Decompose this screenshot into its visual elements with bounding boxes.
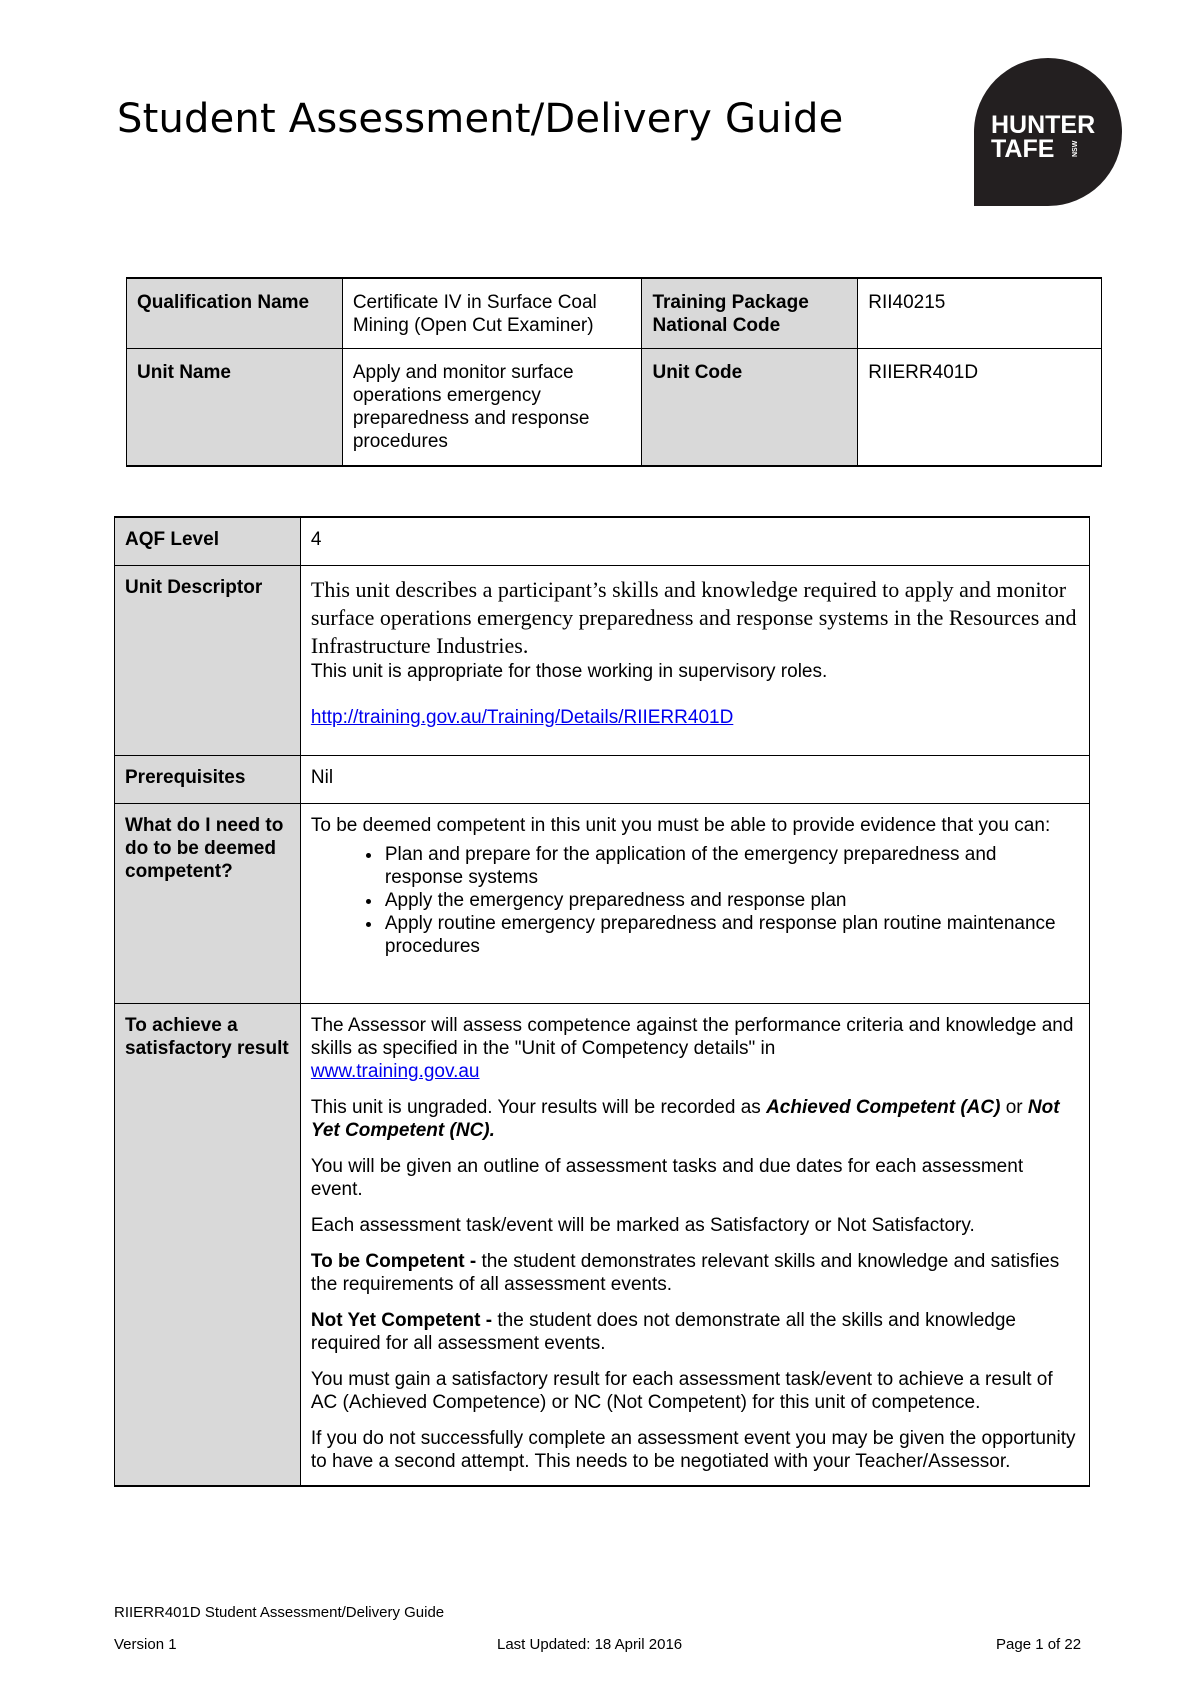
unit-code-label: Unit Code: [642, 348, 858, 466]
logo-nsw: NSW: [1072, 140, 1079, 157]
hunter-tafe-logo: [974, 58, 1122, 206]
training-package-label: Training Package National Code: [642, 278, 858, 348]
unit-descriptor-text: This unit describes a participant’s skills and knowledge required to apply and monitor surface operations emergency preparedness and response systems in the Resources and Infrastructure Industries.: [310, 576, 1077, 658]
training-gov-unit-link[interactable]: http://training.gov.au/Training/Details/RIIERR401D: [310, 706, 734, 728]
competent-paragraph: To be Competent - the student demonstrates relevant skills and knowledge and satisfies the requirements of all assessment events.: [310, 1250, 1060, 1295]
grading-paragraph: This unit is ungraded. Your results will be recorded as Achieved Competent (AC) or Not Yet Competent (NC).: [310, 1096, 1060, 1141]
satisfactory-result-label: To achieve a satisfactory result: [115, 1003, 301, 1486]
logo-line1: HUNTER: [991, 111, 1096, 139]
satisfactory-paragraph: You must gain a satisfactory result for each assessment task/event to achieve a result of AC (Achieved Competence) or NC (Not Competent) for this unit of competence.: [310, 1368, 1053, 1413]
outline-paragraph: You will be given an outline of assessment tasks and due dates for each assessment event.: [310, 1155, 1024, 1200]
qualification-name-value: Certificate IV in Surface Coal Mining (Open Cut Examiner): [342, 278, 642, 348]
unit-descriptor-cell: [300, 565, 1089, 755]
satisfactory-result-cell: [300, 1003, 1089, 1486]
second-attempt-paragraph: If you do not successfully complete an assessment event you may be given the opportunity to have a second attempt. This needs to be negotiated with your Teacher/Assessor.: [310, 1427, 1076, 1472]
prerequisites-value: Nil: [300, 755, 1089, 803]
unit-name-label: Unit Name: [127, 348, 343, 466]
not-yet-competent-paragraph: Not Yet Competent - the student does not demonstrate all the skills and knowledge required for all assessment events.: [310, 1309, 1016, 1354]
page-title: Student Assessment/Delivery Guide: [117, 96, 844, 142]
prerequisites-label: Prerequisites: [115, 755, 301, 803]
training-package-value: RII40215: [858, 278, 1102, 348]
footer-last-updated: Last Updated: 18 April 2016: [497, 1636, 683, 1653]
unit-code-value: RIIERR401D: [858, 348, 1102, 466]
qualification-name-label: Qualification Name: [127, 278, 343, 348]
assessment-paragraph: The Assessor will assess competence against the performance criteria and knowledge and skills as specified in the "Unit of Competency details" in www.training.gov.au: [310, 1014, 1074, 1082]
qualification-table: [126, 277, 1102, 467]
aqf-level-value: 4: [300, 517, 1089, 565]
aqf-level-label: AQF Level: [115, 517, 301, 565]
footer-page-number: Page 1 of 22: [996, 1636, 1082, 1653]
marking-paragraph: Each assessment task/event will be marked as Satisfactory or Not Satisfactory.: [310, 1214, 975, 1236]
list-item: • Apply routine emergency preparedness and response plan routine maintenance procedures: [383, 912, 1079, 958]
training-gov-link[interactable]: www.training.gov.au: [310, 1060, 480, 1082]
competency-intro: To be deemed competent in this unit you must be able to provide evidence that you can:: [310, 814, 1051, 836]
competency-requirements-cell: [300, 803, 1089, 1003]
list-item: • Plan and prepare for the application of the emergency preparedness and response systems: [383, 843, 1079, 889]
logo-line2: TAFE: [991, 135, 1055, 163]
competency-list: [311, 843, 1079, 958]
footer-doc-title: RIIERR401D Student Assessment/Delivery Guide: [114, 1604, 445, 1621]
competency-requirements-label: What do I need to do to be deemed competent?: [115, 803, 301, 1003]
unit-name-value: Apply and monitor surface operations emergency preparedness and response procedures: [342, 348, 642, 466]
list-item: • Apply the emergency preparedness and response plan: [383, 889, 1079, 912]
unit-descriptor-note: This unit is appropriate for those working in supervisory roles.: [310, 660, 828, 682]
footer-version: Version 1: [114, 1636, 177, 1653]
unit-descriptor-label: Unit Descriptor: [115, 565, 301, 755]
unit-details-table: [114, 516, 1090, 1487]
